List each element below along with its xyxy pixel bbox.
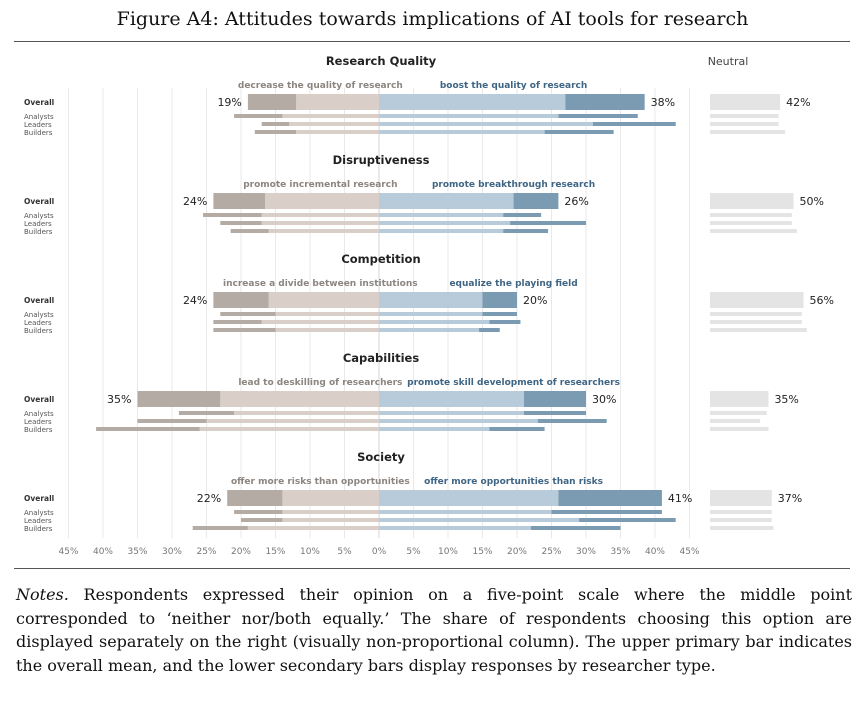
bar-positive-strong	[503, 213, 541, 217]
row-label: Overall	[24, 197, 55, 206]
panel-title: Research Quality	[325, 54, 437, 68]
neutral-header: Neutral	[707, 55, 749, 68]
row-label: Leaders	[24, 319, 52, 327]
figure-title: Figure A4: Attitudes towards implications of AI tools for research	[116, 8, 749, 30]
bar-negative-strong	[220, 221, 261, 225]
bar-positive-strong	[593, 122, 676, 126]
positive-category-label: promote skill development of researchers	[407, 378, 620, 388]
bar-negative-strong	[179, 411, 234, 415]
bar-negative-strong	[234, 114, 282, 118]
panel-title: Disruptiveness	[332, 153, 430, 167]
bar-negative-strong	[138, 419, 207, 423]
bar-negative-weak	[296, 130, 379, 134]
x-tick-label: 40%	[644, 547, 666, 557]
x-tick-label: 5%	[337, 547, 352, 557]
bar-positive-strong	[579, 518, 676, 522]
bar-neutral	[710, 130, 785, 134]
neutral-total-label: 50%	[799, 195, 824, 208]
bar-positive-weak	[379, 411, 524, 415]
bar-positive-weak	[379, 490, 558, 506]
row-label: Analysts	[24, 509, 54, 517]
bar-neutral	[710, 292, 804, 308]
bar-negative-strong	[138, 391, 221, 407]
x-tick-label: 25%	[196, 547, 217, 557]
positive-category-label: boost the quality of research	[439, 81, 588, 91]
panel-title: Capabilities	[342, 351, 420, 365]
bar-neutral	[710, 391, 768, 407]
bar-neutral	[710, 490, 772, 506]
figure-notes	[16, 583, 852, 677]
bar-negative-weak	[248, 526, 379, 530]
bar-positive-weak	[379, 94, 565, 110]
bar-positive-strong	[489, 427, 544, 431]
row-label: Builders	[24, 426, 53, 434]
bar-negative-strong	[96, 427, 200, 431]
positive-category-label: promote breakthrough research	[431, 180, 596, 190]
bar-positive-strong	[545, 130, 614, 134]
x-tick-label: 25%	[541, 547, 562, 557]
row-label: Overall	[24, 494, 55, 503]
bar-positive-weak	[379, 391, 524, 407]
positive-total-label: 20%	[523, 294, 548, 307]
bar-negative-strong	[227, 490, 282, 506]
negative-total-label: 24%	[182, 294, 208, 307]
bar-neutral	[710, 221, 792, 225]
bar-positive-strong	[489, 320, 520, 324]
negative-category-label: decrease the quality of research	[237, 81, 403, 91]
row-label: Leaders	[24, 418, 52, 426]
bar-negative-weak	[220, 391, 379, 407]
row-label: Analysts	[24, 410, 54, 418]
bar-positive-weak	[379, 518, 579, 522]
bar-neutral	[710, 229, 797, 233]
x-tick-label: 45%	[58, 547, 79, 557]
row-label: Leaders	[24, 517, 52, 525]
bar-positive-weak	[379, 114, 558, 118]
bar-positive-weak	[379, 292, 483, 308]
bar-positive-strong	[479, 328, 500, 332]
bar-negative-weak	[207, 419, 380, 423]
neutral-total-label: 56%	[809, 294, 834, 307]
bar-positive-strong	[483, 312, 518, 316]
x-tick-label: 20%	[230, 547, 252, 557]
bar-negative-weak	[276, 312, 380, 316]
bar-negative-strong	[241, 518, 282, 522]
negative-category-label: lead to deskilling of researchers	[238, 378, 403, 388]
bar-positive-strong	[524, 391, 586, 407]
neutral-total-label: 42%	[786, 96, 811, 109]
bar-negative-weak	[265, 193, 379, 209]
bar-positive-weak	[379, 427, 489, 431]
bar-positive-strong	[531, 526, 621, 530]
bar-positive-weak	[379, 130, 545, 134]
notes-label: Notes.	[16, 585, 69, 604]
positive-category-label: equalize the playing field	[449, 279, 578, 289]
bar-negative-strong	[203, 213, 262, 217]
bar-positive-weak	[379, 328, 479, 332]
bar-negative-weak	[282, 518, 379, 522]
bar-negative-weak	[296, 94, 379, 110]
bar-neutral	[710, 510, 772, 514]
bar-positive-weak	[379, 193, 514, 209]
bar-negative-weak	[262, 213, 379, 217]
bar-negative-strong	[234, 510, 282, 514]
notes-text: Respondents expressed their opinion on a five-point scale where the middle point corresponded to ‘neither nor/both equally.’ The share of respondents choosing this option are displayed separately on the right (visually non-proportional column). The upper primary bar indicates the overall mean, and the lower secondary bars display responses by researcher type.	[16, 585, 852, 675]
x-tick-label: 35%	[610, 547, 631, 557]
bar-negative-weak	[262, 221, 379, 225]
row-label: Leaders	[24, 220, 52, 228]
bar-positive-strong	[558, 490, 662, 506]
bar-positive-strong	[514, 193, 559, 209]
bar-negative-strong	[193, 526, 248, 530]
bar-negative-strong	[231, 229, 269, 233]
positive-total-label: 30%	[592, 393, 617, 406]
bar-negative-weak	[282, 490, 379, 506]
bar-negative-strong	[255, 130, 296, 134]
bar-positive-strong	[510, 221, 586, 225]
positive-total-label: 26%	[564, 195, 589, 208]
bar-positive-weak	[379, 419, 538, 423]
bar-negative-weak	[276, 328, 380, 332]
bar-neutral	[710, 94, 780, 110]
bar-positive-weak	[379, 221, 510, 225]
row-label: Analysts	[24, 311, 54, 319]
row-label: Builders	[24, 327, 53, 335]
x-tick-label: 15%	[265, 547, 286, 557]
bar-positive-weak	[379, 213, 503, 217]
x-tick-label: 30%	[161, 547, 183, 557]
bar-negative-weak	[200, 427, 379, 431]
bar-positive-strong	[538, 419, 607, 423]
x-tick-label: 0%	[371, 547, 387, 557]
x-tick-label: 40%	[92, 547, 114, 557]
x-tick-label: 10%	[437, 547, 459, 557]
bar-neutral	[710, 427, 768, 431]
bar-negative-weak	[289, 122, 379, 126]
negative-category-label: promote incremental research	[243, 180, 398, 190]
negative-category-label: offer more risks than opportunities	[230, 477, 410, 487]
bar-neutral	[710, 320, 802, 324]
bar-positive-strong	[565, 94, 644, 110]
bar-positive-strong	[524, 411, 586, 415]
bar-negative-weak	[262, 320, 379, 324]
positive-total-label: 38%	[650, 96, 676, 109]
neutral-total-label: 35%	[774, 393, 799, 406]
bar-positive-strong	[483, 292, 518, 308]
row-label: Builders	[24, 525, 53, 533]
bar-positive-strong	[503, 229, 548, 233]
panel-title: Society	[357, 450, 405, 464]
panel-title: Competition	[341, 252, 421, 266]
bar-positive-weak	[379, 526, 531, 530]
x-tick-label: 20%	[506, 547, 528, 557]
bar-neutral	[710, 312, 802, 316]
bar-negative-weak	[234, 411, 379, 415]
bar-neutral	[710, 213, 792, 217]
negative-total-label: 19%	[217, 96, 242, 109]
bar-negative-weak	[282, 114, 379, 118]
bar-neutral	[710, 411, 767, 415]
bar-positive-weak	[379, 510, 552, 514]
bar-negative-weak	[269, 229, 379, 233]
bar-neutral	[710, 114, 778, 118]
bar-negative-strong	[213, 292, 268, 308]
bar-neutral	[710, 518, 772, 522]
bar-positive-weak	[379, 312, 483, 316]
x-tick-label: 10%	[299, 547, 321, 557]
bar-neutral	[710, 328, 807, 332]
bar-neutral	[710, 193, 794, 209]
row-label: Leaders	[24, 121, 52, 129]
bar-negative-strong	[262, 122, 290, 126]
negative-category-label: increase a divide between institutions	[223, 279, 418, 289]
bar-positive-strong	[558, 114, 637, 118]
x-tick-label: 35%	[127, 547, 148, 557]
bar-neutral	[710, 419, 760, 423]
bar-negative-strong	[213, 328, 275, 332]
bar-negative-weak	[282, 510, 379, 514]
negative-total-label: 22%	[196, 492, 222, 505]
row-label: Overall	[24, 395, 55, 404]
row-label: Analysts	[24, 212, 54, 220]
bar-positive-strong	[552, 510, 662, 514]
x-tick-label: 45%	[679, 547, 700, 557]
row-label: Builders	[24, 129, 53, 137]
bar-positive-weak	[379, 320, 489, 324]
negative-total-label: 24%	[182, 195, 208, 208]
x-tick-label: 30%	[575, 547, 597, 557]
positive-category-label: offer more opportunities than risks	[424, 477, 603, 487]
bar-negative-weak	[269, 292, 379, 308]
bar-positive-weak	[379, 122, 593, 126]
x-tick-label: 15%	[472, 547, 493, 557]
row-label: Overall	[24, 98, 55, 107]
bottom-rule	[14, 568, 850, 569]
x-tick-label: 5%	[406, 547, 421, 557]
row-label: Analysts	[24, 113, 54, 121]
bar-negative-strong	[213, 320, 261, 324]
bar-neutral	[710, 526, 773, 530]
neutral-total-label: 37%	[777, 492, 803, 505]
row-label: Builders	[24, 228, 53, 236]
bar-neutral	[710, 122, 778, 126]
bar-positive-weak	[379, 229, 503, 233]
row-label: Overall	[24, 296, 55, 305]
positive-total-label: 41%	[667, 492, 693, 505]
bar-negative-strong	[213, 193, 265, 209]
bar-negative-strong	[220, 312, 275, 316]
bar-negative-strong	[248, 94, 296, 110]
negative-total-label: 35%	[107, 393, 132, 406]
